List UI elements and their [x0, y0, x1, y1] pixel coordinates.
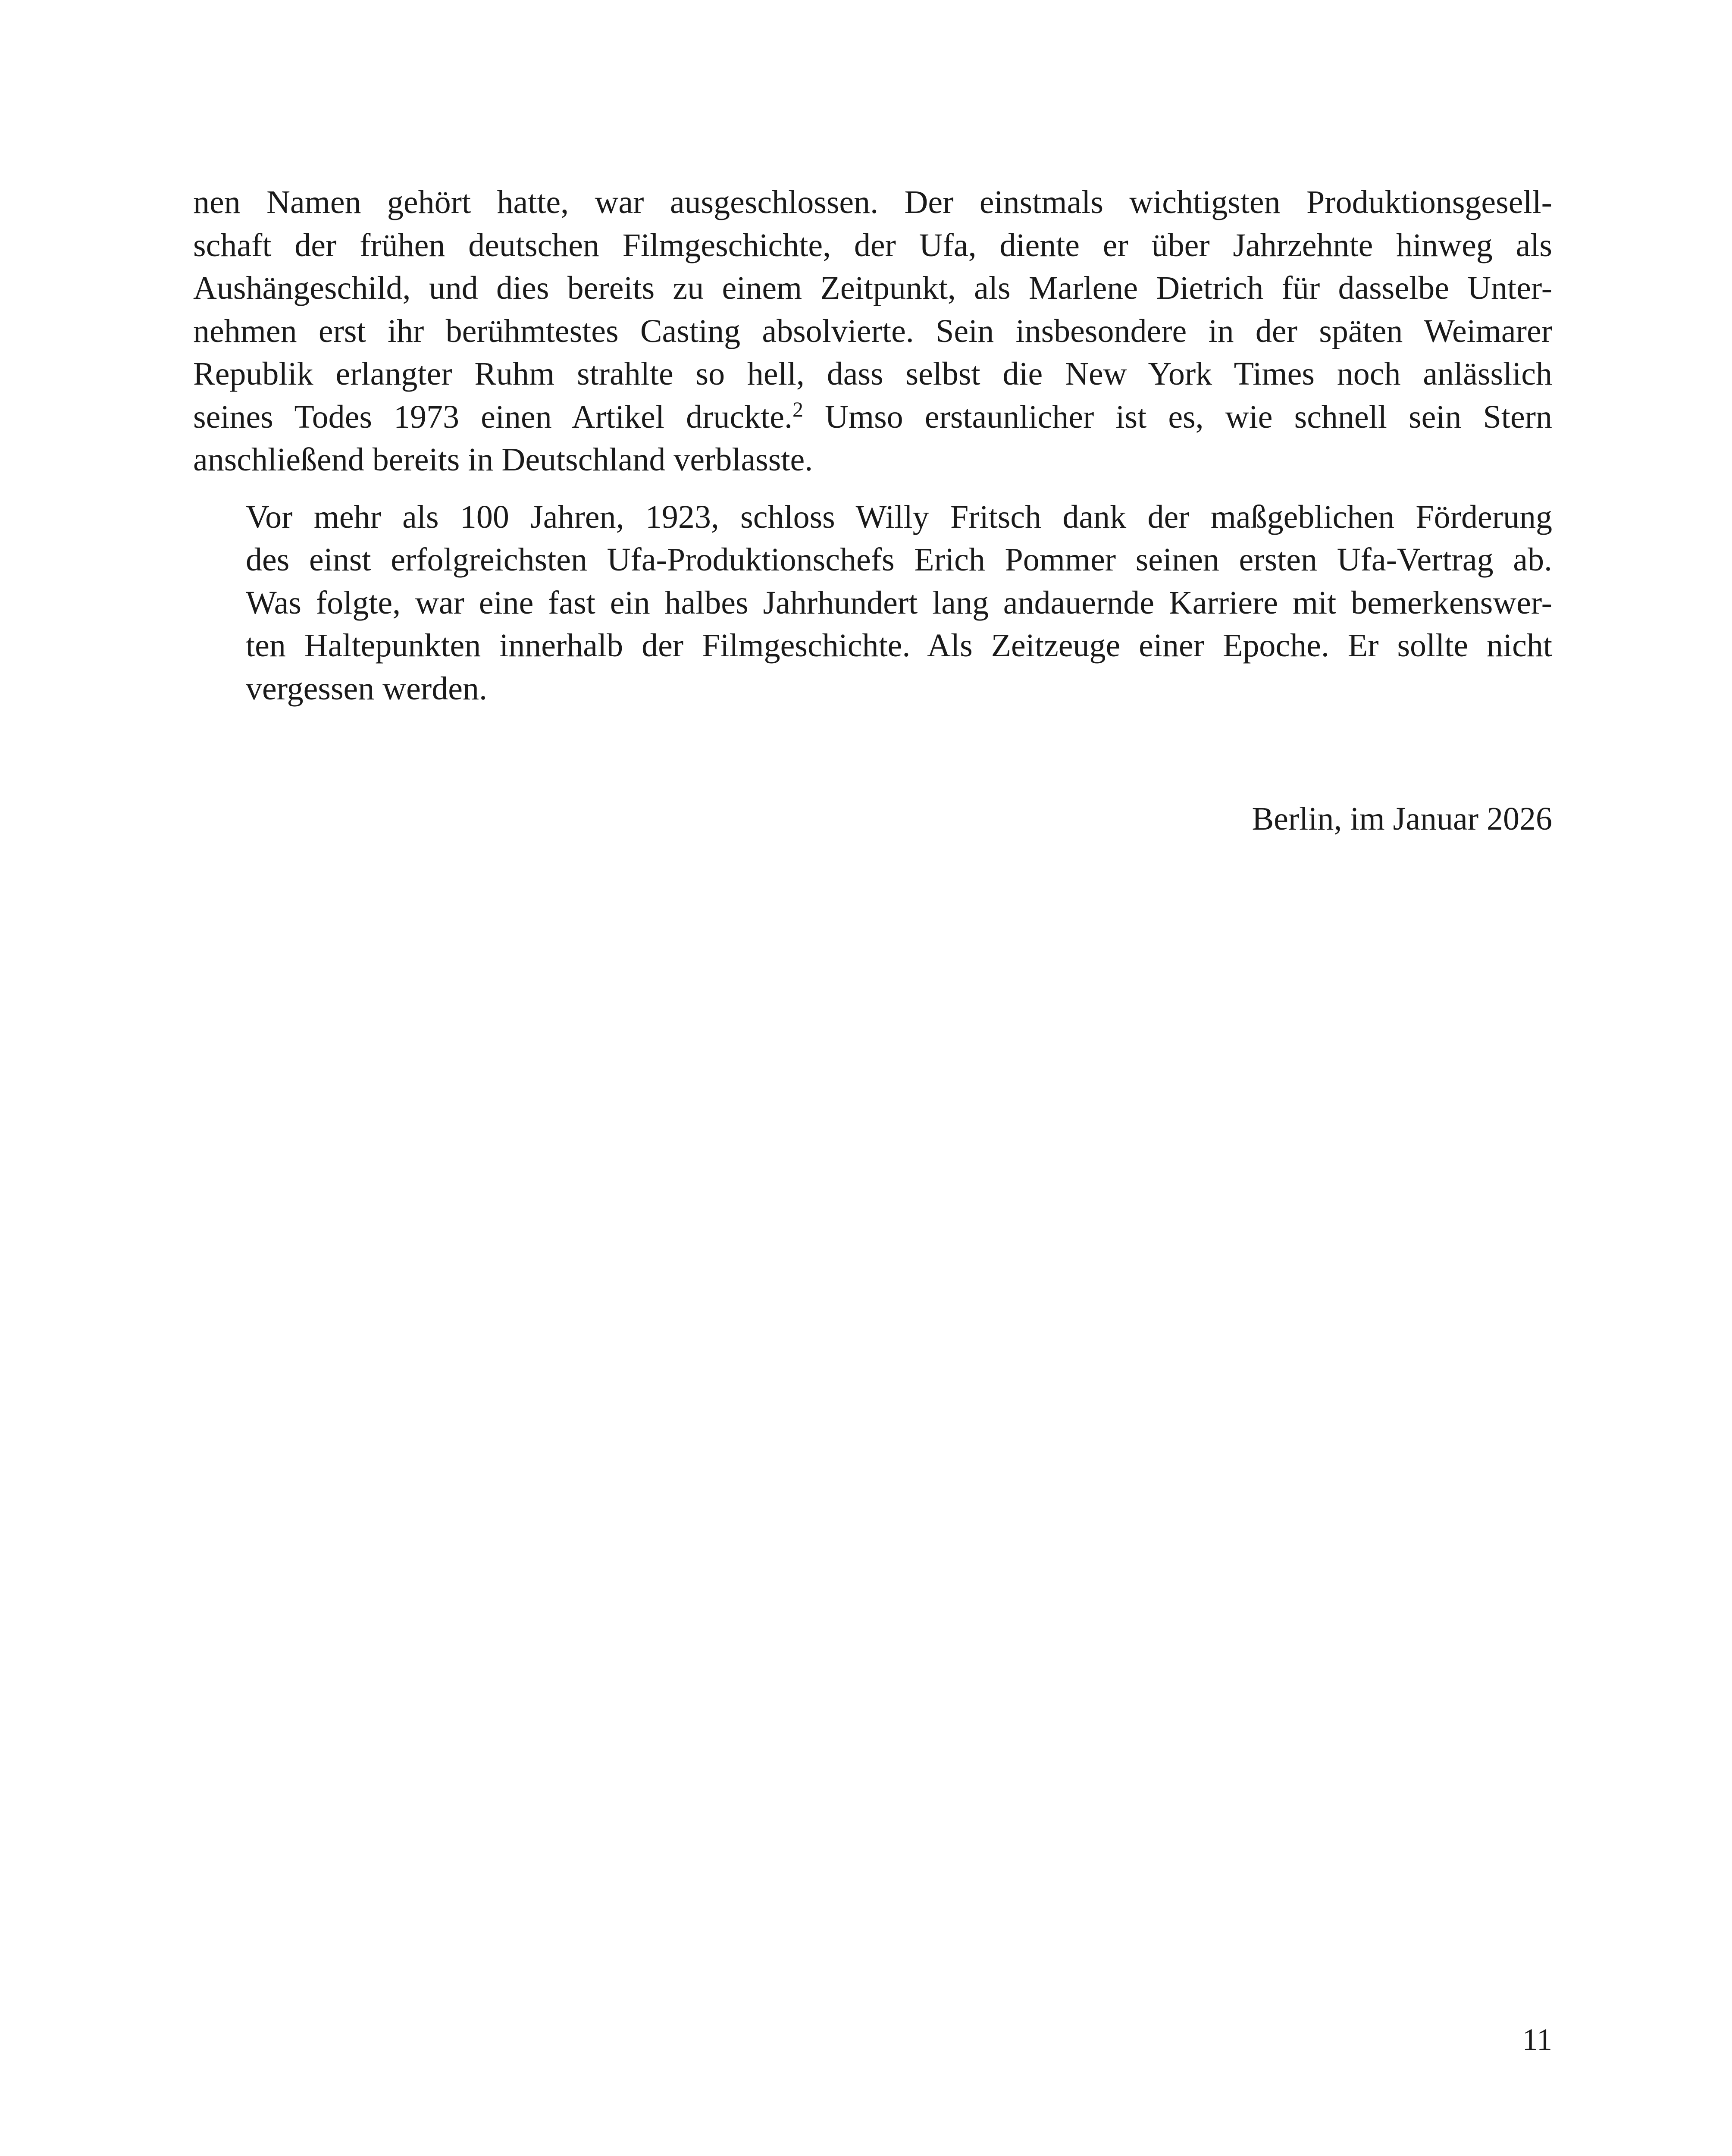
page-number: 11	[1522, 2022, 1552, 2057]
text-segment: seines Todes 1973 einen Artikel druckte.	[193, 398, 792, 435]
text-line: Was folgte, war eine fast ein halbes Jahrhundert lang andauernde Karriere mit bemerkenswer-	[246, 584, 1552, 621]
text-line: schaft der frühen deutschen Filmgeschichte, der Ufa, diente er über Jahrzehnte hinweg als	[193, 227, 1552, 263]
paragraph-1	[193, 181, 1552, 482]
body-text	[193, 181, 1552, 710]
paragraph-2	[193, 496, 1552, 711]
footnote-reference[interactable]: 2	[792, 397, 803, 421]
text-line: Vor mehr als 100 Jahren, 1923, schloss Willy Fritsch dank der maßgeblichen Förderung	[246, 498, 1552, 535]
text-line-with-footnote	[193, 396, 1552, 439]
text-line: nen Namen gehört hatte, war ausgeschlossen. Der einstmals wichtigsten Produktionsgesell-	[193, 184, 1552, 220]
text-line: nehmen erst ihr berühmtestes Casting absolvierte. Sein insbesondere in der späten Weimarer	[193, 313, 1552, 349]
place-date-signature: Berlin, im Januar 2026	[1252, 801, 1552, 837]
text-segment: Umso erstaunlicher ist es, wie schnell sein Stern	[803, 398, 1552, 435]
text-line: ten Haltepunkten innerhalb der Filmgeschichte. Als Zeitzeuge einer Epoche. Er sollte nicht	[246, 627, 1552, 664]
text-line: des einst erfolgreichsten Ufa-Produktionschefs Erich Pommer seinen ersten Ufa-Vertrag ab.	[246, 542, 1552, 578]
text-line: anschließend bereits in Deutschland verblasste.	[193, 442, 813, 478]
text-line: Aushängeschild, und dies bereits zu einem Zeitpunkt, als Marlene Dietrich für dasselbe Unter-	[193, 270, 1552, 306]
text-line: vergessen werden.	[246, 670, 487, 707]
text-line: Republik erlangter Ruhm strahlte so hell, dass selbst die New York Times noch anlässlich	[193, 356, 1552, 392]
